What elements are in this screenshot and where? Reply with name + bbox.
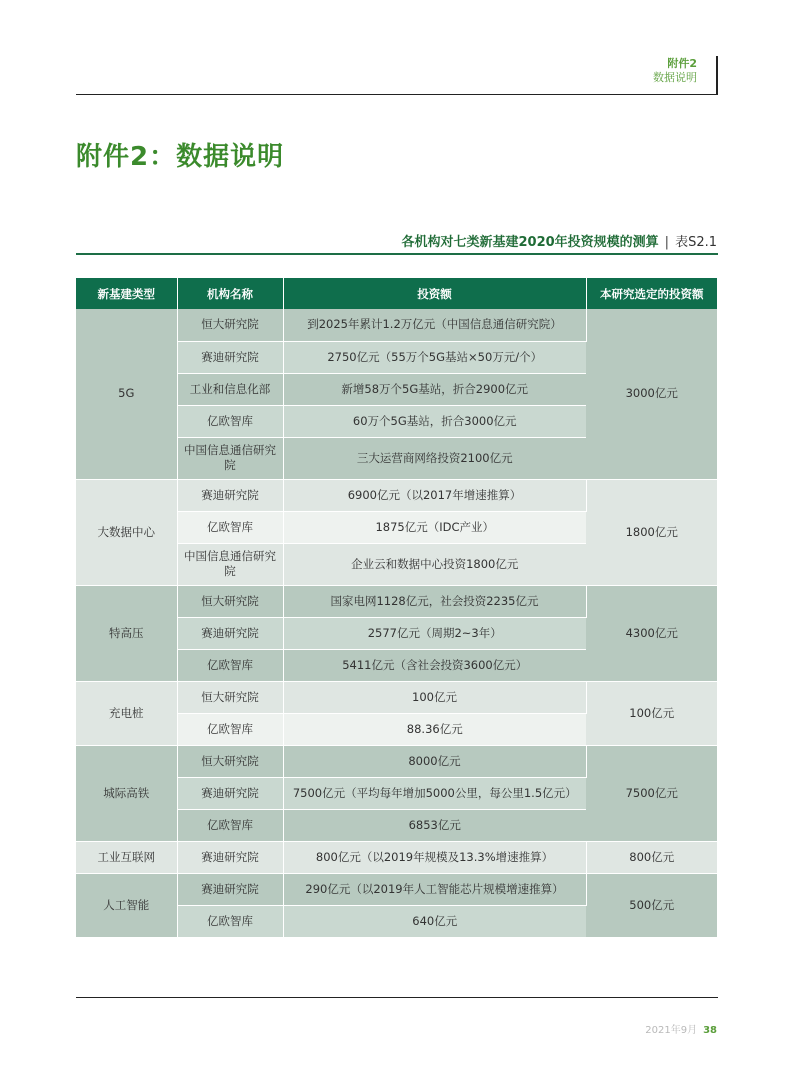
column-header: 机构名称 <box>177 278 283 309</box>
table-caption <box>401 231 717 250</box>
investment-amount-cell: 三大运营商网络投资2100亿元 <box>283 437 586 479</box>
caption-rule <box>76 253 718 255</box>
table-caption-title: 各机构对七类新基建2020年投资规模的测算 <box>401 235 659 250</box>
category-cell: 充电桩 <box>76 681 177 745</box>
institution-cell: 亿欧智库 <box>177 405 283 437</box>
institution-cell: 中国信息通信研究院 <box>177 437 283 479</box>
investment-amount-cell: 640亿元 <box>283 905 586 937</box>
investment-amount-cell: 1875亿元（IDC产业） <box>283 511 586 543</box>
investment-amount-cell: 800亿元（以2019年规模及13.3%增速推算） <box>283 841 586 873</box>
category-cell: 大数据中心 <box>76 479 177 585</box>
investment-amount-cell: 企业云和数据中心投资1800亿元 <box>283 543 586 585</box>
column-header: 新基建类型 <box>76 278 177 309</box>
investment-amount-cell: 5411亿元（含社会投资3600亿元） <box>283 649 586 681</box>
institution-cell: 亿欧智库 <box>177 905 283 937</box>
investment-amount-cell: 6853亿元 <box>283 809 586 841</box>
table-header-row <box>76 278 717 309</box>
institution-cell: 赛迪研究院 <box>177 841 283 873</box>
table-row <box>76 745 717 777</box>
institution-cell: 赛迪研究院 <box>177 873 283 905</box>
page-title: 附件2：数据说明 <box>76 142 285 172</box>
header-divider <box>716 56 718 94</box>
selected-amount-cell: 100亿元 <box>586 681 717 745</box>
page-footer <box>645 1021 717 1036</box>
page-number: 38 <box>703 1025 717 1036</box>
investment-amount-cell: 到2025年累计1.2万亿元（中国信息通信研究院） <box>283 309 586 341</box>
investment-amount-cell: 290亿元（以2019年人工智能芯片规模增速推算） <box>283 873 586 905</box>
investment-amount-cell: 国家电网1128亿元，社会投资2235亿元 <box>283 585 586 617</box>
investment-amount-cell: 2577亿元（周期2~3年） <box>283 617 586 649</box>
institution-cell: 亿欧智库 <box>177 649 283 681</box>
column-header: 本研究选定的投资额 <box>586 278 717 309</box>
table-row <box>76 479 717 511</box>
table-row <box>76 309 717 341</box>
institution-cell: 恒大研究院 <box>177 745 283 777</box>
selected-amount-cell: 4300亿元 <box>586 585 717 681</box>
table-caption-number: 表S2.1 <box>675 235 717 250</box>
selected-amount-cell: 3000亿元 <box>586 309 717 479</box>
column-header: 投资额 <box>283 278 586 309</box>
header-section: 附件2 <box>667 57 697 70</box>
category-cell: 人工智能 <box>76 873 177 937</box>
category-cell: 工业互联网 <box>76 841 177 873</box>
footer-rule <box>76 997 718 998</box>
institution-cell: 赛迪研究院 <box>177 341 283 373</box>
institution-cell: 亿欧智库 <box>177 809 283 841</box>
category-cell: 特高压 <box>76 585 177 681</box>
investment-table <box>76 278 717 938</box>
selected-amount-cell: 7500亿元 <box>586 745 717 841</box>
investment-amount-cell: 7500亿元（平均每年增加5000公里，每公里1.5亿元） <box>283 777 586 809</box>
institution-cell: 恒大研究院 <box>177 681 283 713</box>
category-cell: 5G <box>76 309 177 479</box>
table-row <box>76 841 717 873</box>
table-row <box>76 873 717 905</box>
investment-amount-cell: 新增58万个5G基站，折合2900亿元 <box>283 373 586 405</box>
institution-cell: 恒大研究院 <box>177 309 283 341</box>
investment-amount-cell: 2750亿元（55万个5G基站×50万元/个） <box>283 341 586 373</box>
institution-cell: 亿欧智库 <box>177 511 283 543</box>
category-cell: 城际高铁 <box>76 745 177 841</box>
investment-amount-cell: 88.36亿元 <box>283 713 586 745</box>
investment-amount-cell: 6900亿元（以2017年增速推算） <box>283 479 586 511</box>
institution-cell: 赛迪研究院 <box>177 777 283 809</box>
header-rule <box>76 94 718 95</box>
investment-amount-cell: 100亿元 <box>283 681 586 713</box>
investment-amount-cell: 60万个5G基站，折合3000亿元 <box>283 405 586 437</box>
institution-cell: 工业和信息化部 <box>177 373 283 405</box>
institution-cell: 亿欧智库 <box>177 713 283 745</box>
footer-date: 2021年9月 <box>645 1025 698 1036</box>
institution-cell: 赛迪研究院 <box>177 617 283 649</box>
table-caption-separator: | <box>664 235 670 250</box>
institution-cell: 赛迪研究院 <box>177 479 283 511</box>
investment-amount-cell: 8000亿元 <box>283 745 586 777</box>
table-row <box>76 681 717 713</box>
selected-amount-cell: 500亿元 <box>586 873 717 937</box>
table-body <box>76 309 717 937</box>
header-subsection: 数据说明 <box>653 71 697 84</box>
selected-amount-cell: 1800亿元 <box>586 479 717 585</box>
running-header <box>653 57 697 85</box>
institution-cell: 中国信息通信研究院 <box>177 543 283 585</box>
institution-cell: 恒大研究院 <box>177 585 283 617</box>
table-row <box>76 585 717 617</box>
selected-amount-cell: 800亿元 <box>586 841 717 873</box>
